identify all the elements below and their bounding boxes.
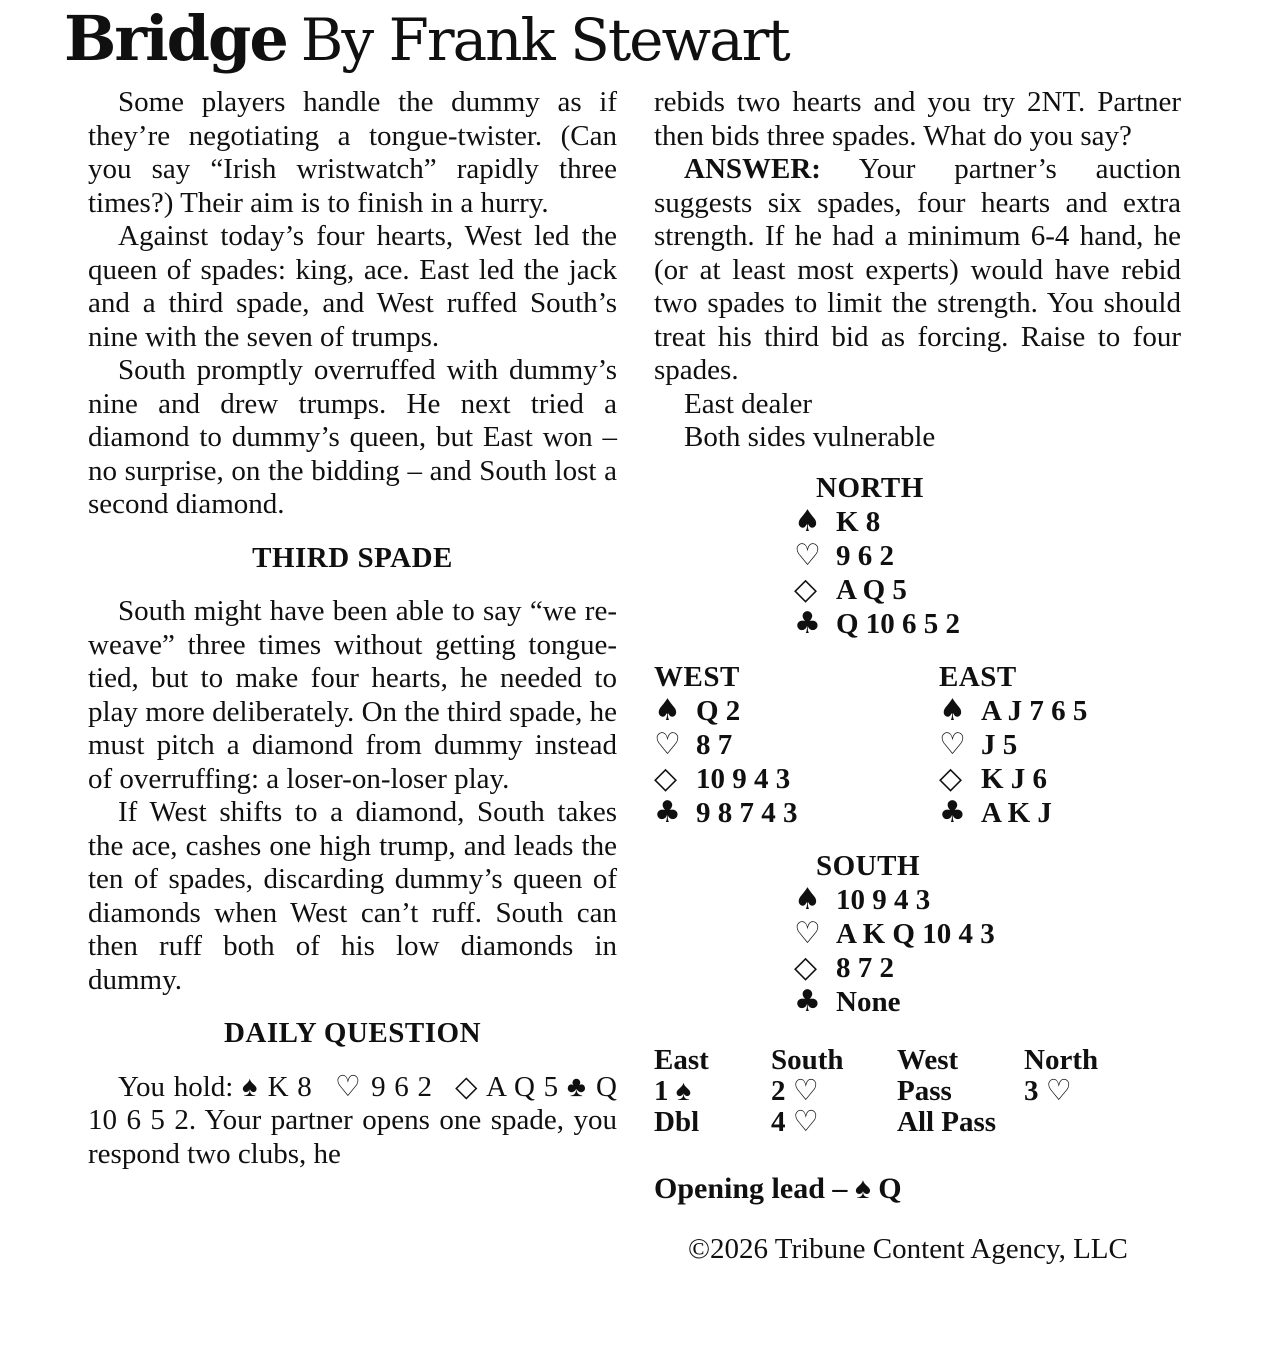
bid-cell: 1 ♠ [654,1074,692,1107]
paragraph-question-continued: rebids two hearts and you try 2NT. Partner then bids three spades. What do you say? [654,86,1181,152]
paragraph-analysis: South might have been able to say “we re-weave” three times without getting tongue-tied, but to make four hearts, he needed to play more deliberately. On the third spade, he must pitch a diamond from dummy instead of overruffing: a loser-on-loser play. [88,595,617,795]
cards-text: 9 6 2 [836,539,894,572]
bid-cell: Dbl [654,1105,700,1138]
diamond-icon: ◇ [794,949,818,985]
auction-header-south: South [771,1043,844,1076]
spade-icon: ♠ [654,692,681,728]
auction-header-north: North [1024,1043,1099,1076]
south-hearts-row [794,917,1181,951]
diamond-icon: ◇ [654,760,678,796]
spade-icon: ♠ [794,503,821,539]
east-spades-row [939,694,1181,728]
cards-text: Q 2 [696,694,741,727]
column-title: Bridge [64,2,287,75]
cards-text: None [836,985,901,1018]
answer-text: Your partner’s auction suggests six spades, four hearts and extra strength. If he had a minimum 6-4 hand, he (or at least most experts) would have rebid two spades to limit the strength. You should treat his third bid as forcing. Raise to four spades. [654,153,1181,386]
diamond-icon: ◇ [939,760,963,796]
cards-text: 10 9 4 3 [836,883,931,916]
bid-cell: All Pass [897,1105,997,1138]
north-label: NORTH [816,471,924,504]
spade-icon: ♠ [939,692,966,728]
paragraph-answer [654,153,1181,388]
west-clubs-row [654,796,939,830]
masthead [64,2,789,75]
east-label: EAST [939,660,1017,693]
copyright-line: ©2026 Tribune Content Agency, LLC [688,1232,1128,1265]
cards-text: 9 8 7 4 3 [696,796,798,829]
heart-icon: ♡ [939,726,966,762]
south-spades-row [794,883,1181,917]
north-diamonds-row [794,573,1181,607]
bid-cell: 4 ♡ [771,1105,819,1138]
bid-cell: 2 ♡ [771,1074,819,1107]
west-east-hands [654,661,1181,830]
auction-table [654,1045,1181,1138]
left-column [88,86,617,1171]
bid-cell: 3 ♡ [1024,1074,1072,1107]
cards-text: 8 7 [696,728,733,761]
west-label: WEST [654,660,740,693]
south-clubs-row [794,985,1181,1019]
cards-text: A J 7 6 5 [981,694,1088,727]
opening-lead-line: Opening lead – ♠ Q [654,1171,902,1205]
west-hand [654,661,939,830]
north-hearts-row [794,539,1181,573]
dealer-line: East dealer [684,387,813,420]
bid-cell [1024,1107,1181,1138]
right-column [654,86,1181,1266]
heart-icon: ♡ [654,726,681,762]
south-diamonds-row [794,951,1181,985]
club-icon: ♣ [794,983,821,1019]
paragraph-continuation: If West shifts to a diamond, South takes the ace, cashes one high trump, and leads the ten of spades, discarding dummy’s queen of diamonds when West can’t ruff. South can then ruff both of his low diamonds in dummy. [88,796,617,996]
north-hand [794,472,1181,641]
cards-text: A K J [981,796,1052,829]
cards-text: K 8 [836,505,881,538]
vulnerability-line: Both sides vulnerable [684,421,936,453]
auction-header-east: East [654,1043,709,1076]
north-spades-row [794,505,1181,539]
cards-text: 10 9 4 3 [696,762,791,795]
section-heading-third-spade: THIRD SPADE [252,541,453,574]
cards-text: A Q 5 [836,573,907,606]
bid-cell: Pass [897,1074,952,1107]
club-icon: ♣ [654,794,681,830]
west-diamonds-row [654,762,939,796]
paragraph-deal-story: Against today’s four hearts, West led the queen of spades: king, ace. East led the jack and a third spade, and West ruffed South’s nine with the seven of trumps. [88,220,617,353]
cards-text: 8 7 2 [836,951,894,984]
column-byline: By Frank Stewart [300,6,789,74]
diamond-icon: ◇ [794,571,818,607]
club-icon: ♣ [939,794,966,830]
spade-icon: ♠ [794,881,821,917]
club-icon: ♣ [794,605,821,641]
north-clubs-row [794,607,1181,641]
cards-text: Q 10 6 5 2 [836,607,961,640]
paragraph-play: South promptly overruffed with dummy’s nine and drew trumps. He next tried a diamond to dummy’s queen, but East won – no surprise, on the bidding – and South lost a second diamond. [88,354,617,520]
south-hand [794,850,1181,1019]
west-hearts-row [654,728,939,762]
heart-icon: ♡ [794,915,821,951]
cards-text: A K Q 10 4 3 [836,917,995,950]
east-hand [939,661,1181,830]
paragraph-you-hold: You hold: ♠ K 8 ♡ 9 6 2 ◇ A Q 5 ♣ Q 10 6 5 2. Your partner opens one spade, you respond two clubs, he [88,1070,617,1170]
east-clubs-row [939,796,1181,830]
east-diamonds-row [939,762,1181,796]
answer-label: ANSWER: [684,153,821,185]
heart-icon: ♡ [794,537,821,573]
cards-text: K J 6 [981,762,1048,795]
west-spades-row [654,694,939,728]
cards-text: J 5 [981,728,1018,761]
auction-header-west: West [897,1043,959,1076]
south-label: SOUTH [816,849,921,882]
east-hearts-row [939,728,1181,762]
section-heading-daily-question: DAILY QUESTION [223,1017,482,1049]
paragraph-intro: Some players handle the dummy as if they’re negotiating a tongue-twister. (Can you say “Irish wristwatch” rapidly three times?) Their aim is to finish in a hurry. [88,86,617,219]
